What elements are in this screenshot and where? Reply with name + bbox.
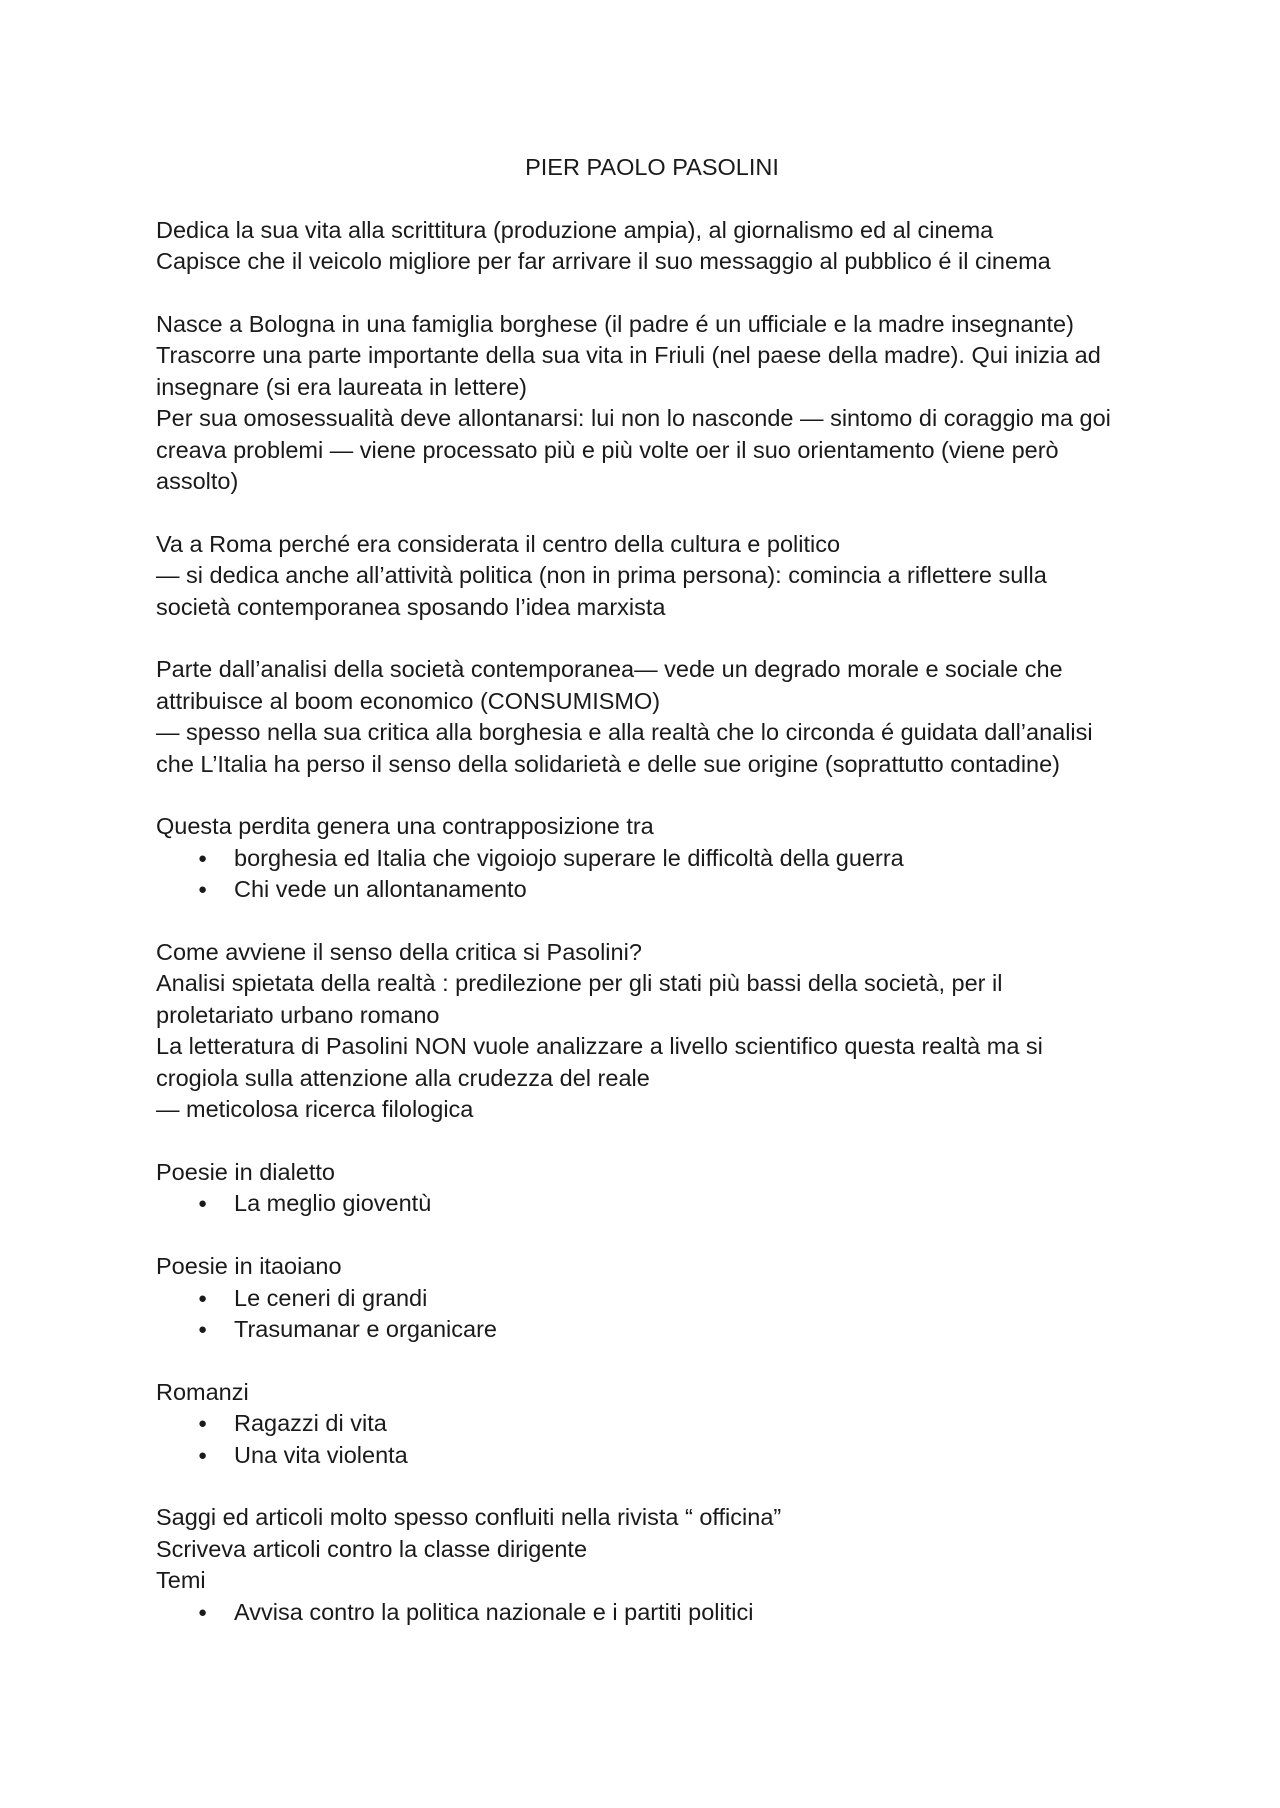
- text-line: La letteratura di Pasolini NON vuole analizzare a livello scientifico questa realtà ma si: [156, 1033, 1043, 1060]
- list-item-text: La meglio gioventù: [234, 1190, 432, 1217]
- bullet-icon: ●: [198, 1415, 208, 1433]
- text-line: — si dedica anche all’attività politica (non in prima persona): comincia a riflettere sulla: [156, 562, 1047, 589]
- paragraph-roma: [156, 529, 1136, 623]
- text-line: Nasce a Bologna in una famiglia borghese (il padre é un ufficiale e la madre insegnante): [156, 311, 1074, 337]
- bullet-icon: ●: [198, 1446, 208, 1464]
- text-line: Parte dall’analisi della società contemporanea— vede un degrado morale e sociale che: [156, 656, 1063, 683]
- text-line: proletariato urbano romano: [156, 1001, 440, 1028]
- text-line: Va a Roma perché era considerata il centro della cultura e politico: [156, 530, 841, 557]
- text-line: Saggi ed articoli molto spesso confluiti nella rivista “ officina”: [156, 1504, 782, 1531]
- list-item: [156, 1188, 1136, 1219]
- text-line: Questa perdita genera una contrapposizione tra: [156, 813, 654, 840]
- paragraph-romanzi: [156, 1377, 1136, 1471]
- bullet-icon: ●: [198, 849, 208, 867]
- list-item: [156, 1408, 1136, 1439]
- bullet-icon: ●: [198, 1289, 208, 1307]
- text-line: Come avviene il senso della critica si Pasolini?: [156, 939, 642, 966]
- paragraph-poesie-dialetto: [156, 1157, 1136, 1220]
- list-item-text: borghesia ed Italia che vigoiojo superare le difficoltà della guerra: [234, 844, 904, 871]
- bullet-icon: ●: [198, 1320, 208, 1338]
- list-item: [156, 1440, 1136, 1471]
- text-line: Scriveva articoli contro la classe dirigente: [156, 1535, 588, 1562]
- bullet-list: [156, 1188, 1136, 1219]
- bullet-icon: ●: [198, 1603, 208, 1621]
- text-line: crogiola sulla attenzione alla crudezza del reale: [156, 1064, 650, 1091]
- paragraph-contrapposizione: [156, 811, 1136, 905]
- paragraph-biography: [156, 309, 1136, 497]
- list-item-text: Ragazzi di vita: [234, 1410, 387, 1437]
- list-item-text: Una vita violenta: [234, 1441, 408, 1468]
- text-line: — spesso nella sua critica alla borghesia e alla realtà che lo circonda é guidata dall’analisi: [156, 719, 1093, 746]
- text-line: Capisce che il veicolo migliore per far arrivare il suo messaggio al pubblico é il cinema: [156, 248, 1051, 275]
- list-item-text: Avvisa contro la politica nazionale e i partiti politici: [234, 1598, 754, 1625]
- bullet-list: [156, 1597, 1136, 1628]
- bullet-list: [156, 843, 1136, 906]
- text-line: Trascorre una parte importante della sua vita in Friuli (nel paese della madre). Qui inizia ad: [156, 342, 1101, 369]
- paragraph-saggi: [156, 1502, 1136, 1628]
- text-line: attribuisce al boom economico (CONSUMISMO): [156, 687, 661, 714]
- list-item: [156, 1597, 1136, 1628]
- text-line: Poesie in itaoiano: [156, 1253, 342, 1280]
- text-line: Dedica la sua vita alla scrittitura (produzione ampia), al giornalismo ed al cinema: [156, 216, 994, 243]
- text-line: Per sua omosessualità deve allontanarsi: lui non lo nasconde — sintomo di coraggio ma goi: [156, 405, 1111, 432]
- text-line: Analisi spietata della realtà : predilezione per gli stati più bassi della società, per il: [156, 970, 1003, 997]
- text-line: assolto): [156, 468, 239, 495]
- bullet-list: [156, 1283, 1136, 1346]
- paragraph-critica: [156, 937, 1136, 1125]
- list-item: [156, 843, 1136, 874]
- page-title: PIER PAOLO PASOLINI: [525, 154, 779, 180]
- list-item: [156, 1283, 1136, 1314]
- text-line: che L’Italia ha perso il senso della solidarietà e delle sue origine (soprattutto contadine): [156, 750, 1061, 777]
- text-line: Poesie in dialetto: [156, 1158, 335, 1185]
- document-content: [156, 152, 1136, 1659]
- list-item-text: Chi vede un allontanamento: [234, 876, 527, 903]
- text-line: — meticolosa ricerca filologica: [156, 1096, 474, 1123]
- list-item: [156, 1314, 1136, 1345]
- bullet-list: [156, 1408, 1136, 1471]
- text-line: società contemporanea sposando l’idea marxista: [156, 593, 666, 620]
- text-line: insegnare (si era laureata in lettere): [156, 373, 527, 400]
- list-item-text: Trasumanar e organicare: [234, 1315, 497, 1342]
- paragraph-poesie-italiano: [156, 1251, 1136, 1345]
- paragraph-intro: [156, 215, 1136, 278]
- list-item: [156, 874, 1136, 905]
- bullet-icon: ●: [198, 881, 208, 899]
- paragraph-analisi: [156, 654, 1136, 780]
- text-line: creava problemi — viene processato più e più volte oer il suo orientamento (viene però: [156, 436, 1059, 463]
- list-item-text: Le ceneri di grandi: [234, 1284, 428, 1311]
- bullet-icon: ●: [198, 1195, 208, 1213]
- text-line: Temi: [156, 1567, 206, 1594]
- text-line: Romanzi: [156, 1378, 249, 1405]
